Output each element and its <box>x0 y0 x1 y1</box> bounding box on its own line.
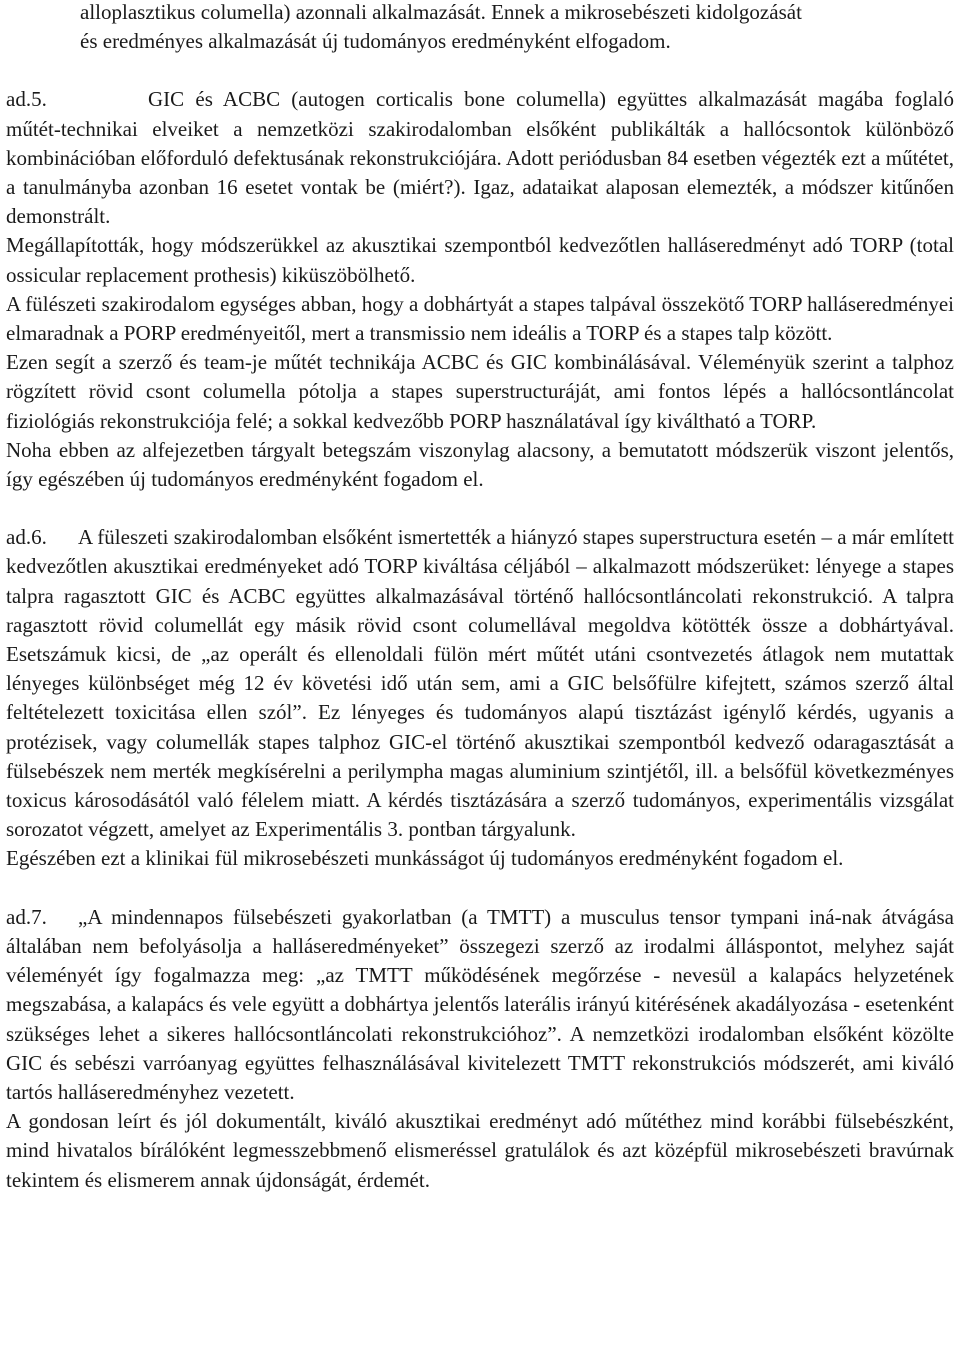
spacer <box>6 56 954 85</box>
section-ad7-paragraph-2: A gondosan leírt és jól dokumentált, kiváló akusztikai eredményt adó műtéthez mind korábbi fülsebészként, mind hivatalos bírálóként legmesszebbmenő elismeréssel gratulálok és azt középfül mikrosebészeti bravúrnak tekintem és elismerem annak újdonságát, érdemét. <box>6 1109 954 1192</box>
section-ad6 <box>6 523 954 873</box>
intro-line-2: és eredményes alkalmazását új tudományos eredményként elfogadom. <box>80 29 671 54</box>
section-ad5 <box>6 85 954 494</box>
section-ad6-paragraph-1 <box>6 523 954 844</box>
paragraph-text: A füleszeti szakirodalomban elsőként ismertették a hiányzó stapes superstructura esetén – a már említett kedvezőtlen akusztikai eredményeket adó TORP kiváltása céljából – alkalmazott módszerüket: lényege a stapes talpra ragasztott GIC és ACBC együttes alkalmazásával történő hallócsontláncolati rekonstrukció. A talpra ragasztott rövid columellát egy másik rövid csont columellával megoldva kötötték össze a dobhártyával. Esetszámuk kicsi, de „az operált és ellenoldali fülön mért műtét utáni csontvezetés átlagok nem mutattak lényeges különbséget még 12 év követési idő után sem, ami a GIC belsőfülre kifejtett, számos szerző által feltételezett toxicitása ellen szól”. Ez lényeges és tudományos alapú tisztázást igénylő kérdés, ugyanis a protézisek, vagy columellák stapes talphoz GIC-el történő akusztikai szempontból kedvező odaragasztását a fülsebészek nem merték megkísérelni a perilympha magas aluminium szintjétől, ill. a belsőfül következményes toxicus károsodásától való félelem miatt. A kérdés tisztázására a szerző tudományos, experimentális vizsgálat sorozatot végzett, amelyet az Experimentális 3. pontban tárgyalunk. <box>6 525 954 842</box>
section-ad5-paragraph-4: Ezen segít a szerző és team-je műtét technikája ACBC és GIC kombinálásával. Véleményük szerint a talphoz rögzített rövid csont columella pótolja a stapes superstructuráját, ami fontos lépés a hallócsontláncolat fiziológiás rekonstrukciója felé; a sokkal kedvezőbb PORP használatával így kiváltható a TORP. <box>6 350 954 433</box>
section-ad6-paragraph-2: Egészében ezt a klinikai fül mikrosebészeti munkásságot új tudományos eredményként fogadom el. <box>6 846 844 871</box>
spacer <box>6 494 954 523</box>
section-ad5-paragraph-2: Megállapították, hogy módszerükkel az akusztikai szempontból kedvezőtlen halláseredményt adó TORP (total ossicular replacement prothesis) kiküszöbölhető. <box>6 233 954 287</box>
section-ad5-paragraph-1 <box>6 85 954 231</box>
section-label: ad.6. <box>6 525 47 550</box>
intro-line-1: alloplasztikus columella) azonnali alkalmazását. Ennek a mikrosebészeti kidolgozását <box>80 0 802 24</box>
paragraph-text: „A mindennapos fülsebészeti gyakorlatban (a TMTT) a musculus tensor tympani iná-nak átvágása általában nem befolyásolja a halláseredményeket” összegezi szerző az irodalmi álláspontot, melyhez saját véleményét így fogalmazza meg: „az TMTT működésének megőrzése - nevesül a kalapács helyzetének megszabása, a kalapács és vele együtt a dobhártya jelentős laterális irányú kitérésének akadályozása - esetenként szükséges lehet a sikeres hallócsontláncolati rekonstrukcióhoz”. A nemzetközi irodalomban elsőként közölte GIC és sebészi varróanyag együttes felhasználásával kivitelezett TMTT rekonstrukciós módszerét, ami kiváló tartós halláseredményhez vezetett. <box>6 904 954 1104</box>
intro-block <box>6 0 954 56</box>
section-label: ad.7. <box>6 904 47 929</box>
section-ad5-paragraph-5: Noha ebben az alfejezetben tárgyalt betegszám viszonylag alacsony, a bemutatott módszerük viszont jelentős, így egészében új tudományos eredményként fogadom el. <box>6 437 954 492</box>
section-ad7 <box>6 903 954 1195</box>
section-ad7-paragraph-1 <box>6 903 954 1107</box>
spacer <box>6 874 954 903</box>
section-ad5-paragraph-3: A fülészeti szakirodalom egységes abban, hogy a dobhártyát a stapes talpával összekötő TORP halláseredményei elmaradnak a PORP eredményeitől, mert a transmissio nem ideális a TORP és a stapes talp között. <box>6 291 954 346</box>
paragraph-text: GIC és ACBC (autogen corticalis bone columella) együttes alkalmazását magába foglaló műtét-technikai elveiket a nemzetközi szakirodalomban elsőként publikálták a hallócsontok különböző kombinációban előforduló defektusának rekonstrukciójára. Adott periódusban 84 esetben végezték ezt a műtétet, a tanulmányba azonban 16 esetet vontak be (miért?). Igaz, adataikat alaposan elemezték, a módszer kitűnően demonstrált. <box>6 87 954 229</box>
section-label: ad.5. <box>6 87 47 112</box>
